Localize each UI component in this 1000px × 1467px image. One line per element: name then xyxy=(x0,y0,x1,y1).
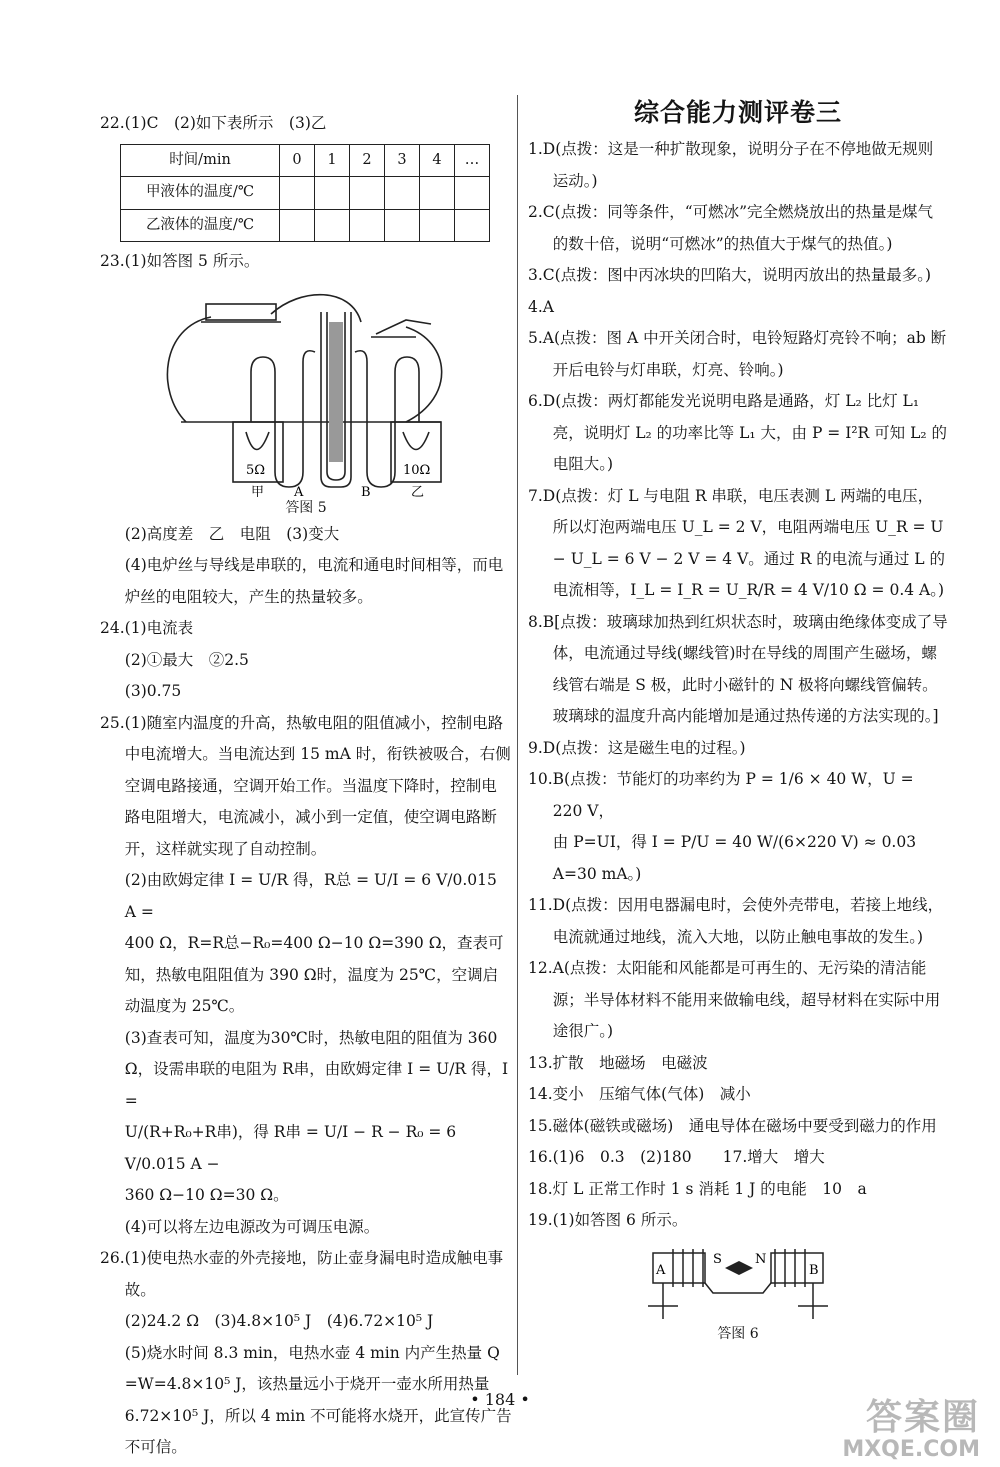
power-supply xyxy=(206,304,276,320)
label-S: S xyxy=(713,1251,722,1267)
answer-26-2: (2)24.2 Ω (3)4.8×10⁵ J (4)6.72×10⁵ J xyxy=(124,1312,434,1330)
table-cell xyxy=(420,209,455,242)
right-column xyxy=(528,96,948,1345)
answer-19: 19.(1)如答图 6 所示。 xyxy=(528,1211,688,1229)
answer-26-5: (5)烧水时间 8.3 min，电热水壶 4 min 内产生热量 Q =W=4.8×10⁵ J，该热量远小于烧开一壶水所用热量 6.72×10⁵ J，所以 4 min 不可能将水烧开，此宣传广告不可信。 xyxy=(124,1343,512,1456)
answer-12: 12.A(点拨：太阳能和风能都是可再生的、无污染的清洁能源；半导体材料不能用来做输电线，超导材料在实际中用途很广。) xyxy=(528,959,941,1040)
label-N: N xyxy=(755,1251,767,1267)
answer-14: 14.变小 压缩气体(气体) 减小 xyxy=(528,1085,751,1103)
scale xyxy=(329,322,343,462)
table-cell: 0 xyxy=(280,144,315,177)
label-5ohm: 5Ω xyxy=(246,462,266,478)
label-B: B xyxy=(809,1262,819,1278)
label-yi: 乙 xyxy=(411,484,425,497)
answer-23-1: 23.(1)如答图 5 所示。 xyxy=(100,252,260,270)
answer-5: 5.A(点拨：图 A 中开关闭合时，电铃短路灯亮铃不响；ab 断开后电铃与灯串联，灯亮、铃响。) xyxy=(528,329,947,379)
table-cell xyxy=(420,177,455,210)
table-header-row xyxy=(121,144,490,177)
answer-3: 3.C(点拨：图中丙冰块的凹陷大，说明丙放出的热量最多。) xyxy=(528,266,931,284)
compass-needle xyxy=(725,1261,753,1275)
table-cell xyxy=(385,177,420,210)
answer-24-3: (3)0.75 xyxy=(124,682,182,700)
answer-1: 1.D(点拨：这是一种扩散现象，说明分子在不停地做无规则运动。) xyxy=(528,140,934,190)
answer-4: 4.A xyxy=(528,297,554,316)
table-cell: 4 xyxy=(420,144,455,177)
label-10ohm: 10Ω xyxy=(403,462,431,478)
watermark xyxy=(842,1398,980,1462)
table-cell xyxy=(315,177,350,210)
figure-6-caption: 答图 6 xyxy=(717,1325,759,1342)
table-cell xyxy=(350,209,385,242)
answer-25-3c: 360 Ω−10 Ω=30 Ω。 xyxy=(124,1186,289,1204)
table-cell xyxy=(280,209,315,242)
answer-24-2: (2)①最大 ②2.5 xyxy=(124,650,249,669)
connecting-wire xyxy=(705,1283,771,1293)
answer-26-1: 26.(1)使电热水壶的外壳接地，防止壶身漏电时造成触电事故。 xyxy=(100,1249,504,1299)
answer-18: 18.灯 L 正常工作时 1 s 消耗 1 J 的电能 10 a xyxy=(528,1179,867,1198)
table-cell: … xyxy=(455,144,490,177)
answer-11: 11.D(点拨：因用电器漏电时，会使外壳带电，若接上地线，电流就通过地线，流入大地，以防止触电事故的发生。) xyxy=(528,896,944,946)
watermark-url: MXQE.COM xyxy=(842,1437,980,1462)
table-cell xyxy=(315,209,350,242)
heating-coil xyxy=(246,432,269,450)
answer-6: 6.D(点拨：两灯都能发光说明电路是通路，灯 L₂ 比灯 L₁ 亮，说明灯 L₂ 的功率比等 L₁ 大，由 P = I²R 可知 L₂ 的电阻大。) xyxy=(528,392,948,473)
label-jia: 甲 xyxy=(251,484,265,497)
table-cell xyxy=(280,177,315,210)
answer-10a: 10.B(点拨：节能灯的功率约为 P = 1/6 × 40 W，U = 220 V， xyxy=(528,770,914,820)
answer-7: 7.D(点拨：灯 L 与电阻 R 串联，电压表测 L 两端的电压，所以灯泡两端电压 U_L = 2 V，电阻两端电压 U_R = U − U_L = 6 V − 2 V = 4 V。通过 R 的电流与通过 L 的电流相等，I_L = I_R = U_R/R = 4 V/10 Ω = 0.4 A。) xyxy=(528,486,945,599)
answer-16-17: 16.(1)6 0.3 (2)180 17.增大 增大 xyxy=(528,1148,825,1166)
temperature-table xyxy=(120,144,490,243)
label-B: B xyxy=(361,484,371,497)
answer-22: 22.(1)C (2)如下表所示 (3)乙 xyxy=(100,114,327,132)
heating-coil xyxy=(403,432,429,450)
answer-2: 2.C(点拨：同等条件，“可燃冰”完全燃烧放出的热量是煤气的数十倍，说明“可燃冰”的热值大于煤气的热值。) xyxy=(528,203,934,253)
answer-24-1: 24.(1)电流表 xyxy=(100,619,194,637)
table-cell: 3 xyxy=(385,144,420,177)
answer-10b: 由 P=UI，得 I = P/U = 40 W/(6×220 V) ≈ 0.03 A=30 mA。) xyxy=(552,833,917,883)
label-A: A xyxy=(294,484,304,497)
table-cell xyxy=(455,177,490,210)
answer-25-2a: (2)由欧姆定律 I = U/R 得，R总 = U/I = 6 V/0.015 A = xyxy=(124,871,497,921)
answer-23-4: (4)电炉丝与导线是串联的，电流和通电时间相等，而电炉丝的电阻较大，产生的热量较多。 xyxy=(124,556,504,606)
answer-13: 13.扩散 地磁场 电磁波 xyxy=(528,1053,708,1072)
answer-25-2b: 400 Ω，R=R总−R₀=400 Ω−10 Ω=390 Ω，查表可知，热敏电阻阻值为 390 Ω时，温度为 25℃，空调启动温度为 25℃。 xyxy=(124,934,504,1015)
label-A: A xyxy=(656,1262,666,1278)
answer-25-1: 25.(1)随室内温度的升高，热敏电阻的阻值减小，控制电路中电流增大。当电流达到 15 mA 时，衔铁被吸合，右侧空调电路接通，空调开始工作。当温度下降时，控制电路电阻增大，电流减小，减小到一定值，使空调电路断开，这样就实现了自动控制。 xyxy=(100,713,511,858)
section-title: 综合能力测评卷三 xyxy=(633,98,842,127)
coil-left xyxy=(673,1249,703,1287)
figure-5-circuit xyxy=(151,282,461,497)
answer-8: 8.B[点拨：玻璃球加热到红炽状态时，玻璃由绝缘体变成了导体，电流通过导线(螺线管)时在导线的周围产生磁场，螺线管右端是 S 极，此时小磁针的 N 极将向螺线管偏转。玻璃球的温度升高内能增加是通过热传递的方法实现的。] xyxy=(528,612,948,725)
answer-9: 9.D(点拨：这是磁生电的过程。) xyxy=(528,738,746,757)
watermark-logo: 答案圈 xyxy=(865,1397,980,1438)
figure-6-solenoids xyxy=(643,1241,833,1323)
column-divider xyxy=(517,95,518,1375)
answer-23-2: (2)高度差 乙 电阻 (3)变大 xyxy=(124,524,340,543)
answer-25-3a: (3)查表可知，温度为30℃时，热敏电阻的阻值为 360 Ω，设需串联的电阻为 R串，由欧姆定律 I = U/R 得，I = xyxy=(124,1028,509,1110)
answer-15: 15.磁体(磁铁或磁场) 通电导体在磁场中要受到磁力的作用 xyxy=(528,1116,937,1135)
table-cell: 2 xyxy=(350,144,385,177)
page-number: • 184 • xyxy=(470,1390,530,1409)
table-row xyxy=(121,209,490,242)
table-cell xyxy=(350,177,385,210)
table-cell: 时间/min xyxy=(121,144,280,177)
table-cell xyxy=(385,209,420,242)
table-cell: 甲液体的温度/℃ xyxy=(121,177,280,210)
left-column xyxy=(100,108,512,1464)
figure-5-caption: 答图 5 xyxy=(285,499,327,516)
answer-25-3b: U/(R+R₀+R串)，得 R串 = U/I − R − R₀ = 6 V/0.015 A − xyxy=(124,1123,457,1173)
answer-25-4: (4)可以将左边电源改为可调压电源。 xyxy=(124,1217,380,1236)
table-cell: 乙液体的温度/℃ xyxy=(121,209,280,242)
coil-right xyxy=(775,1249,805,1287)
table-row xyxy=(121,177,490,210)
table-cell: 1 xyxy=(315,144,350,177)
table-cell xyxy=(455,209,490,242)
lead-wires xyxy=(663,1283,813,1319)
